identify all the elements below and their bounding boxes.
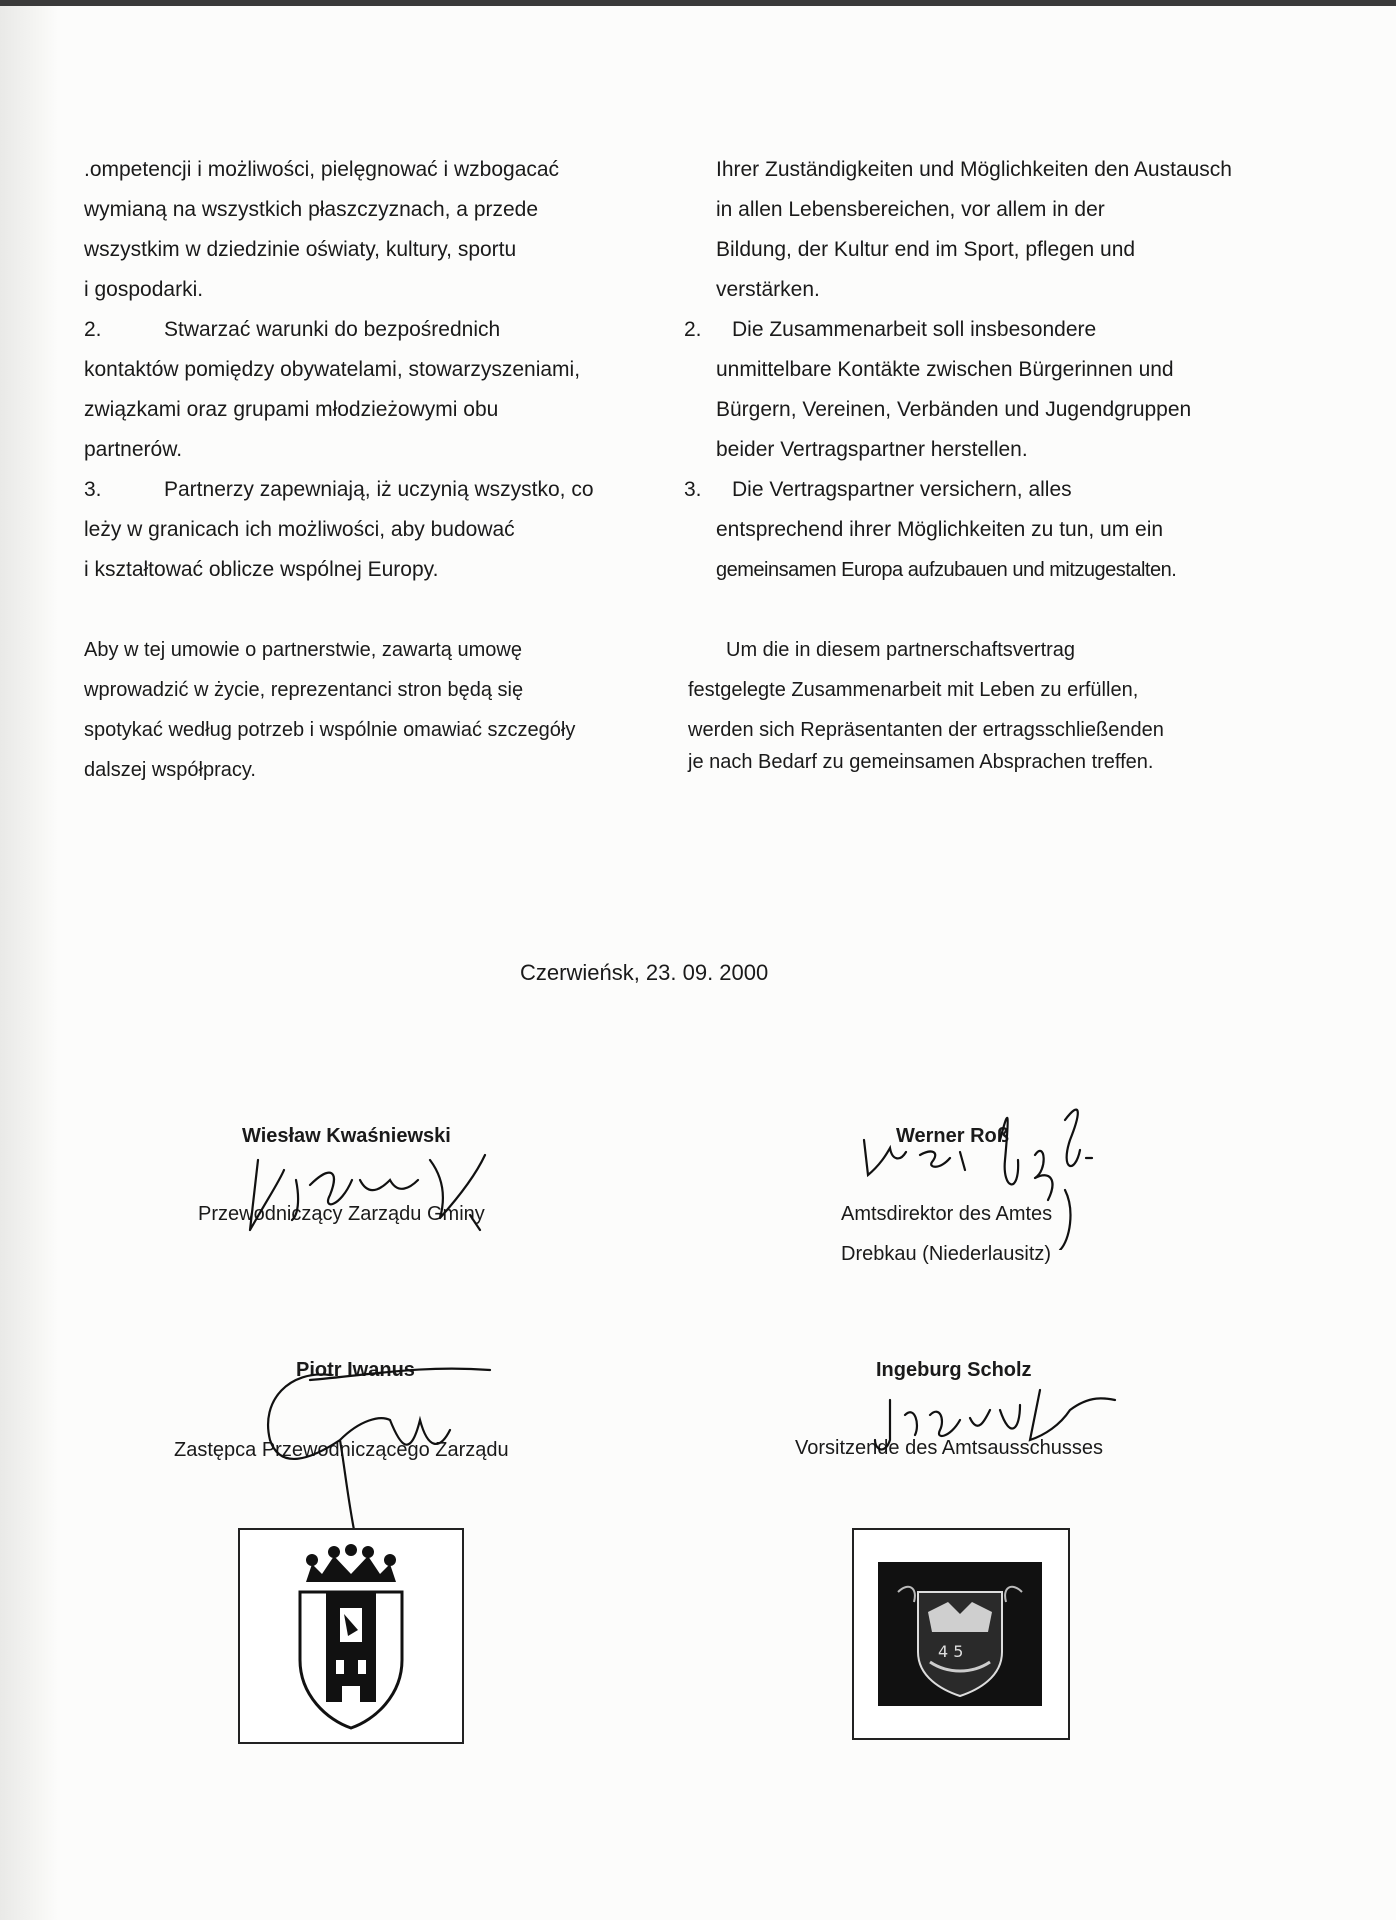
signatory-role: Amtsdirektor des Amtes bbox=[841, 1203, 1053, 1225]
de-line: in allen Lebensbereichen, vor allem in der bbox=[716, 198, 1105, 221]
signatory-role: Drebkau (Niederlausitz) bbox=[841, 1243, 1052, 1265]
czerwiensk-coat-of-arms-box bbox=[238, 1528, 464, 1744]
de-line: entsprechend ihrer Möglichkeiten zu tun, um ein bbox=[716, 518, 1164, 541]
pl-line: .ompetencji i możliwości, pielęgnować i wzbogacać bbox=[84, 158, 560, 181]
signatory-name: Piotr Iwanus bbox=[296, 1359, 415, 1381]
de-line: Ihrer Zuständigkeiten und Möglichkeiten den Austausch bbox=[716, 158, 1232, 181]
signatory-role: Zastępca Przewodniczącego Zarządu bbox=[174, 1439, 509, 1461]
de-line: Bürgern, Vereinen, Verbänden und Jugendgruppen bbox=[716, 398, 1192, 421]
handwritten-signature-iwanus bbox=[250, 1350, 510, 1540]
pl-line: kontaktów pomiędzy obywatelami, stowarzyszeniami, bbox=[84, 358, 581, 381]
pl-line: i kształtować oblicze wspólnej Europy. bbox=[84, 558, 439, 581]
de-item-text: Die Vertragspartner versichern, alles bbox=[732, 478, 1072, 501]
de-line: gemeinsamen Europa aufzubauen und mitzugestalten. bbox=[716, 559, 1177, 581]
pl-item-2 bbox=[84, 310, 629, 350]
pl-line: partnerów. bbox=[84, 438, 183, 461]
signatory-name: Wiesław Kwaśniewski bbox=[242, 1125, 451, 1147]
de-line: beider Vertragspartner herstellen. bbox=[716, 438, 1028, 461]
de-item-text: Die Zusammenarbeit soll insbesondere bbox=[732, 318, 1097, 341]
scan-border bbox=[0, 0, 1396, 6]
drebkau-coat-of-arms-box bbox=[852, 1528, 1070, 1740]
pl-closing-paragraph bbox=[84, 630, 629, 790]
signatory-name: Ingeburg Scholz bbox=[876, 1359, 1032, 1381]
pl-item-3 bbox=[84, 470, 629, 510]
signatory-role: Przewodniczący Zarządu Gminy bbox=[198, 1203, 485, 1225]
scanned-page-edge bbox=[0, 0, 58, 1920]
signatory-role: Vorsitzende des Amtsausschusses bbox=[795, 1437, 1103, 1459]
pl-closing-line: Aby w tej umowie o partnerstwie, zawartą umowę bbox=[84, 639, 522, 661]
pl-line: leży w granicach ich możliwości, aby budować bbox=[84, 518, 515, 541]
czerwiensk-coat-of-arms-icon bbox=[240, 1530, 462, 1742]
drebkau-coat-of-arms-icon bbox=[878, 1562, 1042, 1706]
de-closing-line: je nach Bedarf zu gemeinsamen Absprachen treffen. bbox=[688, 751, 1154, 773]
de-item-3 bbox=[684, 470, 1261, 510]
de-closing-line: werden sich Repräsentanten der ertragsschließenden bbox=[688, 719, 1164, 741]
pl-item-text: Stwarzać warunki do bezpośrednich bbox=[164, 318, 501, 341]
de-line: unmittelbare Kontäkte zwischen Bürgerinnen und bbox=[716, 358, 1174, 381]
de-closing-line: festgelegte Zusammenarbeit mit Leben zu erfüllen, bbox=[688, 679, 1139, 701]
de-item-2 bbox=[684, 310, 1261, 350]
de-item-number: 3. bbox=[684, 478, 702, 501]
polish-column bbox=[84, 150, 629, 590]
pl-line: wszystkim w dziedzinie oświaty, kultury, sportu bbox=[84, 238, 517, 261]
pl-item-number: 2. bbox=[84, 318, 102, 341]
pl-line: i gospodarki. bbox=[84, 278, 204, 301]
pl-line: wymianą na wszystkich płaszczyznach, a przede bbox=[84, 198, 539, 221]
handwritten-signature-ross bbox=[860, 1100, 1140, 1250]
handwritten-signature-kwasniewski bbox=[240, 1140, 500, 1240]
german-column bbox=[684, 150, 1261, 590]
place-date: Czerwieńsk, 23. 09. 2000 bbox=[520, 960, 769, 985]
de-closing-line: Um die in diesem partnerschaftsvertrag bbox=[726, 639, 1076, 661]
de-line: Bildung, der Kultur end im Sport, pflegen und bbox=[716, 238, 1136, 261]
handwritten-signature-scholz bbox=[870, 1370, 1120, 1460]
signatory-name: Werner Roß bbox=[896, 1125, 1009, 1147]
pl-item-text: Partnerzy zapewniają, iż uczynią wszystko, co bbox=[164, 478, 594, 501]
pl-closing-line: dalszej współpracy. bbox=[84, 759, 256, 781]
pl-closing-line: wprowadzić w życie, reprezentanci stron będą się bbox=[84, 679, 524, 701]
svg-text:4 5: 4 5 bbox=[938, 1642, 964, 1661]
pl-line: związkami oraz grupami młodzieżowymi obu bbox=[84, 398, 499, 421]
de-item-number: 2. bbox=[684, 318, 702, 341]
de-line: verstärken. bbox=[716, 278, 820, 301]
de-closing-paragraph bbox=[688, 630, 1248, 782]
pl-closing-line: spotykać według potrzeb i wspólnie omawiać szczegóły bbox=[84, 719, 576, 741]
pl-item-number: 3. bbox=[84, 478, 102, 501]
